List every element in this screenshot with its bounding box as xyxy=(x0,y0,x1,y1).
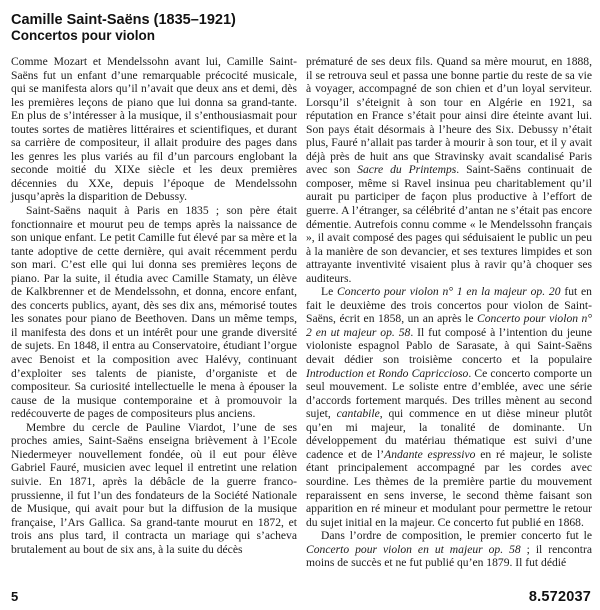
text-columns xyxy=(11,55,592,570)
body-text: Saint-Saëns naquit à Paris en 1835 ; son père était fonctionnaire et mourut peu de temps après la naissance de son unique enfant. Le petit Camille fut élevé par sa mère et la tante adoptive de cette dernière, qui avait récemment perdu son mari. C’est elle qui lui donna ses premières leçons de piano. Par la suite, il étudia avec Camille Stamaty, un élève de Kalkbrenner et de Mendelssohn, et donna, encore enfant, des concerts publics, ayant, dès ses dix ans, mémorisé toutes les sonates pour piano de Beethoven. Dans un même temps, il manifesta des dons et un intérêt pour une grande diversité de sujets. En 1848, il entra au Conservatoire, étudiant l’orgue avec Benoist et la composition avec Halévy, continuant d’exploiter ses talents de pianiste, d’organiste et de compositeur. Sa curiosité intellectuelle le mena à épouser la cause de la musique contemporaine et à promouvoir la redécouverte de pages de compositeurs plus anciens. xyxy=(11,204,297,421)
italic-work-title: Concerto pour violon n° 2 en ut majeur op. 58 xyxy=(306,312,592,339)
italic-work-title: Andante espressivo xyxy=(384,447,476,461)
body-text: ; il rencontra moins de succès et ne fut publié qu’en 1879. Il fut dédié xyxy=(306,542,592,570)
paragraph xyxy=(306,529,592,570)
page-number: 5 xyxy=(11,589,19,604)
left-text-column xyxy=(11,55,297,570)
paragraph xyxy=(11,204,297,421)
body-text: Le xyxy=(321,285,338,299)
italic-work-title: Sacre du Printemps xyxy=(357,163,457,177)
body-text: prématuré de ses deux fils. Quand sa mère mourut, en 1888, il se retrouva seul et passa une bonne partie du reste de sa vie à voyager, accompagné de son chien et d’un loyal serviteur. Lorsqu’il s’éteignit à son tour en Algérie en 1921, sa réputation en France s’était pour ainsi dire éteinte avant lui. Son pays était désormais à l’heure des Six. Debussy n’était plus, Fauré n’allait pas tarder à mourir à son tour, et il y avait déjà près de huit ans que Stravinsky avait scandalisé Paris avec son xyxy=(306,55,592,177)
body-text: fut en fait le deuxième des trois concertos pour violon de Saint-Saëns, écrit en 1858, un an après le xyxy=(306,285,592,326)
paragraph xyxy=(306,55,592,285)
italic-work-title: Introduction et Rondo Capriccioso xyxy=(306,366,469,380)
paragraph xyxy=(11,55,297,204)
paragraph xyxy=(306,285,592,529)
body-text: . Il fut composé à l’intention du jeune violoniste espagnol Pablo de Sarasate, à qui Saint-Saëns devait dédier son troisième concerto et la populaire xyxy=(306,325,592,367)
page-header xyxy=(11,12,592,44)
body-text: . Saint-Saëns continuait de composer, même si Ravel insinua peu charitablement qu’il aurait pu participer de façon plus productive à l’effort de guerre. A l’étranger, sa célébrité d’antan ne s’était pas encore démentie. Autrefois connu comme « le Mendelssohn français », il avait composé des pages qui séduisaient le public un peu à la manière de son devancier, et ses textures limpides et son attrayante inventivité visaient plus à ravir qu’à choquer ses auditeurs. xyxy=(306,163,592,285)
italic-work-title: Concerto pour violon n° 1 en la majeur op. 20 xyxy=(337,285,561,299)
body-text: Dans l’ordre de composition, le premier concerto fut le xyxy=(321,529,592,543)
italic-work-title: cantabile xyxy=(336,407,380,421)
page-footer xyxy=(11,589,591,605)
catalog-number: 8.572037 xyxy=(528,589,591,605)
italic-work-title: Concerto pour violon en ut majeur op. 58 xyxy=(306,542,521,556)
body-text: Membre du cercle de Pauline Viardot, l’une de ses proches amies, Saint-Saëns enseigna brièvement à l’Ecole Niedermeyer nouvellement fondée, où il eut pour élève Gabriel Fauré, musicien avec lequel il entretint une relation suivie. En 1871, après la débâcle de la guerre franco-prussienne, il fut l’un des fondateurs de la Société Nationale de Musique, qui avait pour but la diffusion de la musique française, l’Ars Gallica. Sa grand-tante mourut en 1872, et trois ans plus tard, il contracta un mariage qui s’acheva brutalement au bout de six ans, à la suite du décès xyxy=(11,420,297,556)
paragraph xyxy=(11,421,297,556)
body-text: , qui commence en ut dièse mineur plutôt qu’en mi majeur, la tonalité de dominante. Un développement du matériau thématique est suivi d’une cadence et de l’ xyxy=(306,407,592,461)
right-text-column xyxy=(306,55,592,570)
page-title: Camille Saint-Saëns (1835–1921) xyxy=(11,12,236,28)
body-text: Comme Mozart et Mendelssohn avant lui, Camille Saint-Saëns fut un enfant d’une remarquable précocité musicale, qui se manifesta alors qu’il n’avait que deux ans et demi, dès les premières leçons de piano que lui donna sa grand-tante. En plus de s’intéresser à la musique, il s’enthousiasmait pour toutes sortes de matières littéraires et scientifiques, et durant sa carrière de compositeur, il allait produire des pages dans les genres les plus variés au fil d’un parcours englobant la seconde moitié du XIXe siècle et les deux premières décennies du XXe, depuis l’époque de Mendelssohn jusqu’après la disparition de Debussy. xyxy=(11,55,297,204)
body-text: en ré majeur, le soliste étant principalement accompagné par les cordes avec sourdine. Les thèmes de la première partie du mouvement reparaissent en sens inverse, le second thème faisant son apparition en ré mineur et modulant pour permettre le retour du sujet initial en la majeur. Ce concerto fut publié en 1868. xyxy=(306,447,593,529)
page-subtitle: Concertos pour violon xyxy=(11,28,156,43)
body-text: . Ce concerto comporte un seul mouvement. Le soliste entre d’emblée, avec une série d’accords fortement marqués. Des trilles mènent au second sujet, xyxy=(306,366,592,421)
